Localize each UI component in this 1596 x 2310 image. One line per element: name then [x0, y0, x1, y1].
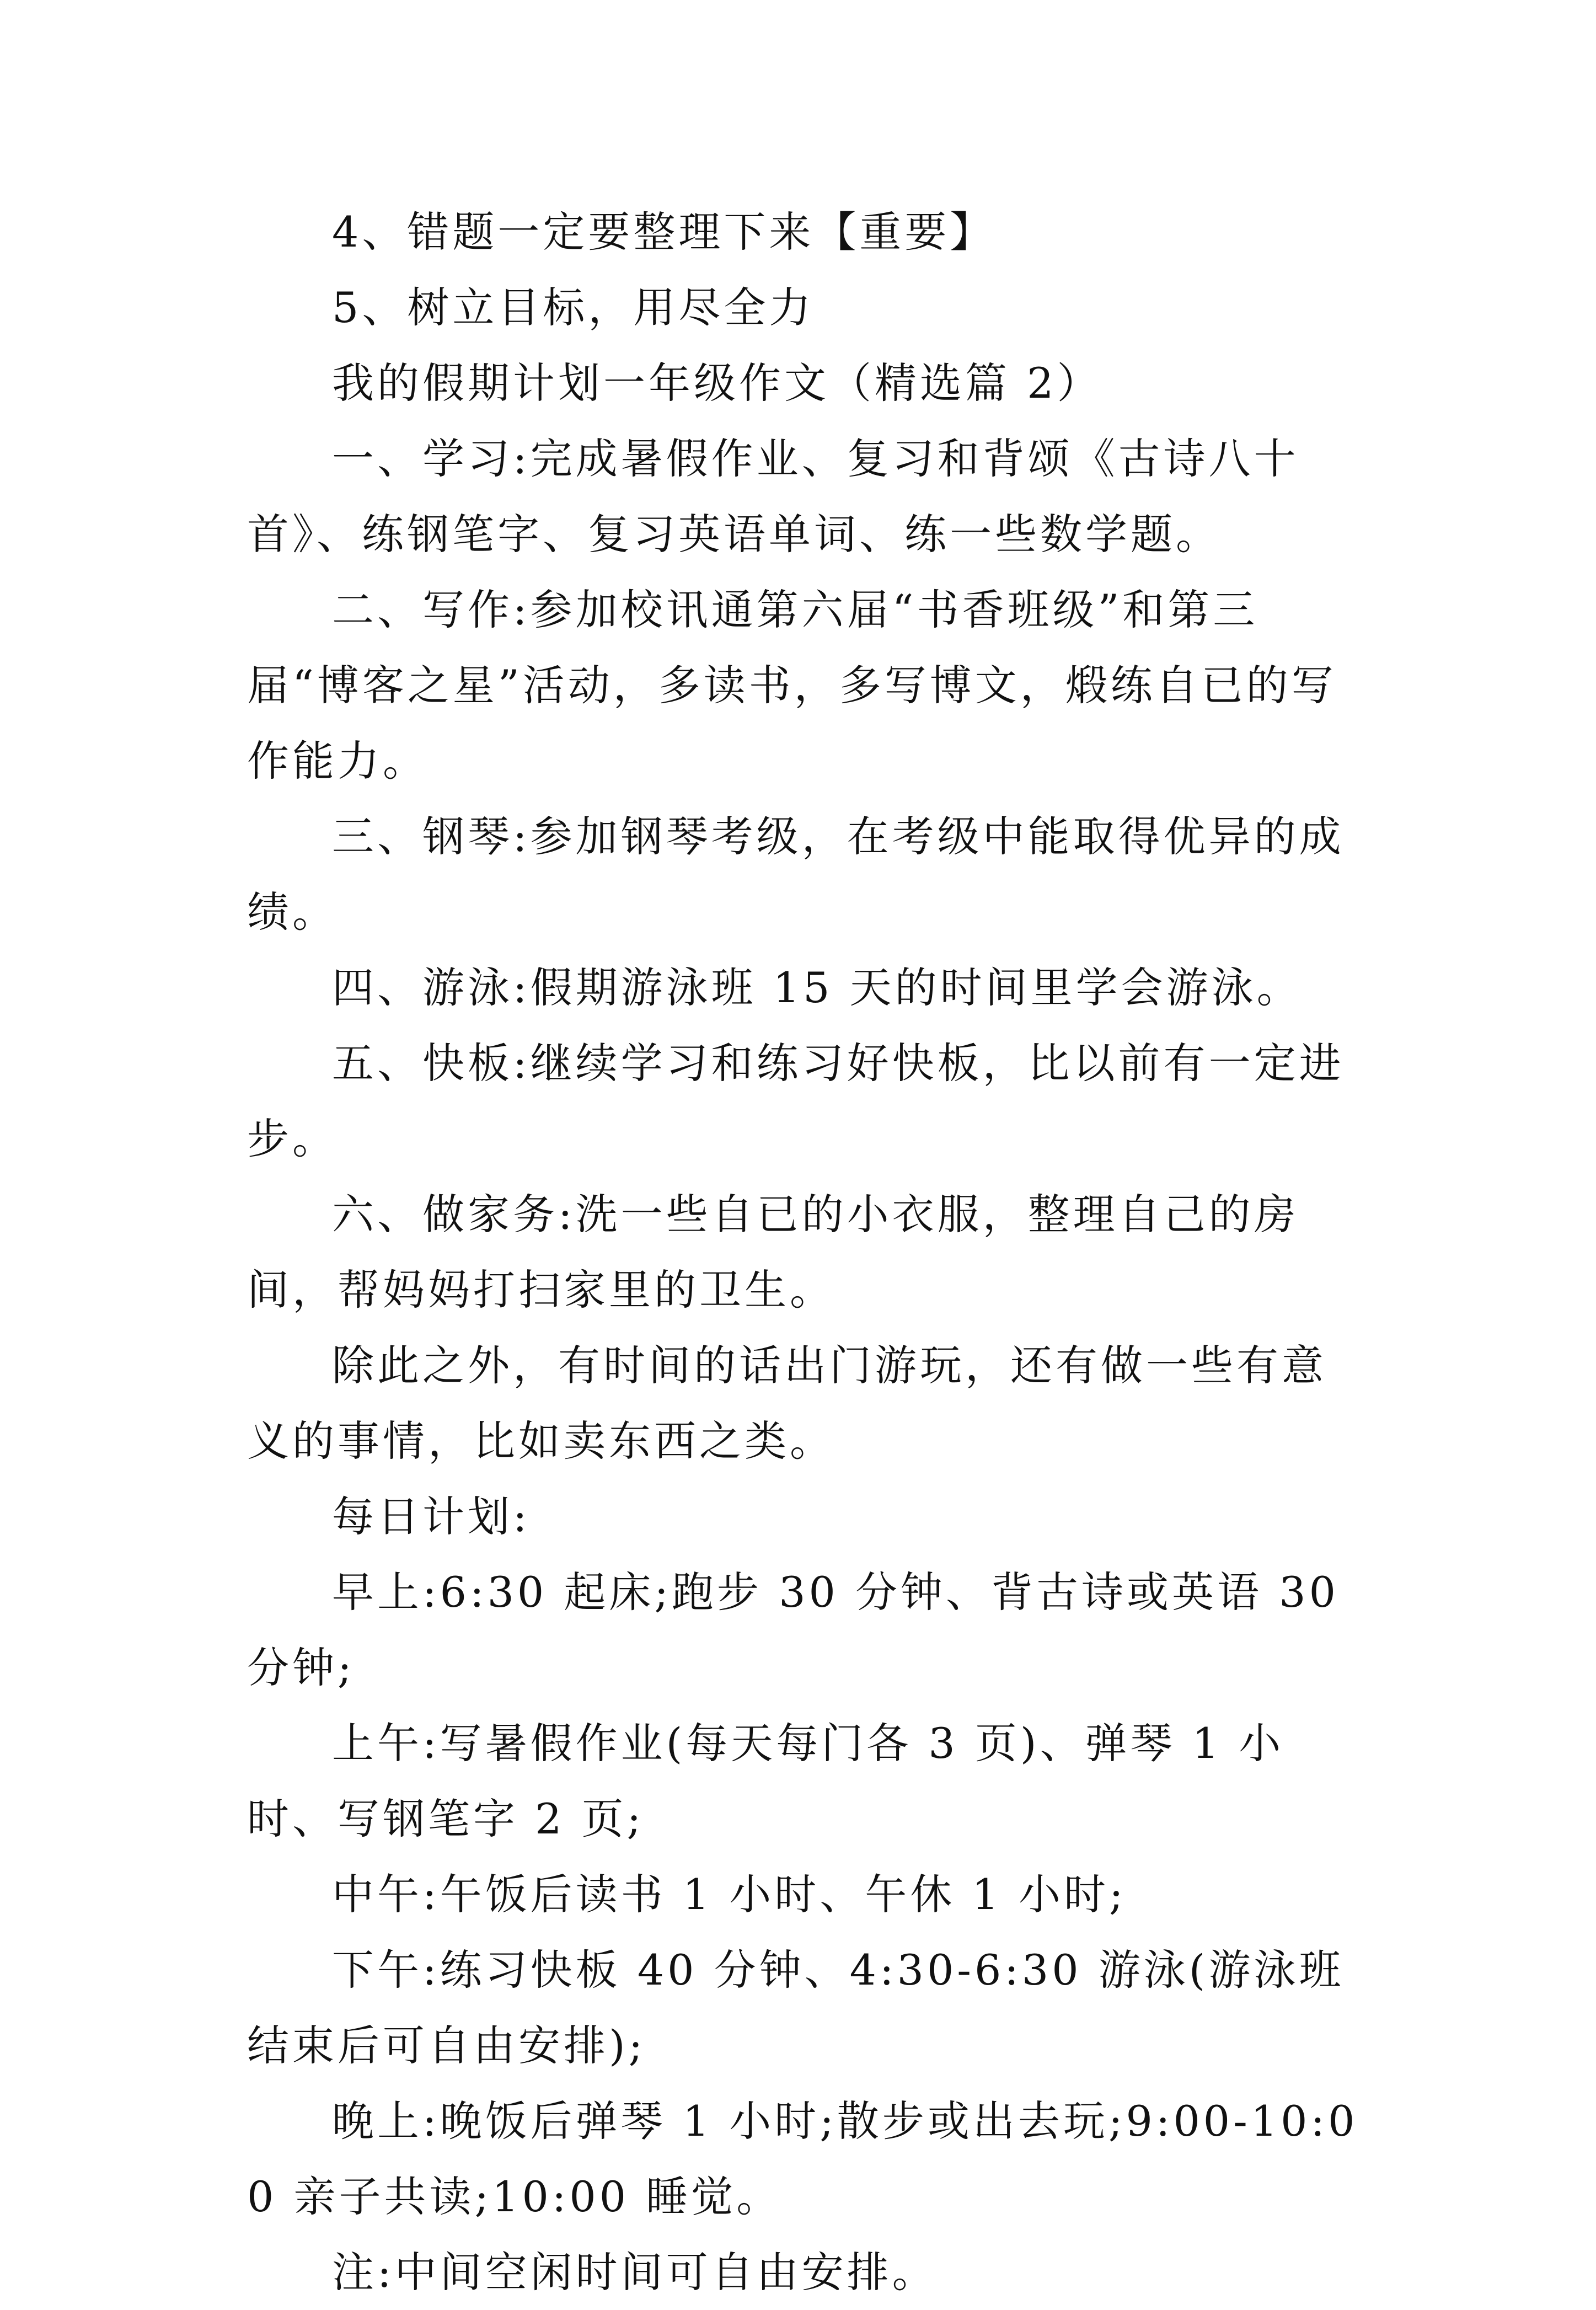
- schedule-evening: 晚上:晚饭后弹琴 1 小时;散步或出去玩;9:00-10:00 亲子共读;10:00 睡觉。: [247, 2097, 1358, 2221]
- schedule-forenoon: 上午:写暑假作业(每天每门各 3 页)、弹琴 1 小时、写钢笔字 2 页;: [247, 1719, 1284, 1843]
- paragraph-piano: 三、钢琴:参加钢琴考级，在考级中能取得优异的成绩。: [247, 812, 1345, 937]
- paragraph-kuaiban: 五、快板:继续学习和练习好快板，比以前有一定进步。: [247, 1039, 1345, 1163]
- paragraph-other: 除此之外，有时间的话出门游玩，还有做一些有意义的事情，比如卖东西之类。: [247, 1341, 1327, 1466]
- paragraph-writing: 二、写作:参加校讯通第六届“书香班级”和第三届“博客之星”活动，多读书，多写博文，煅练自已的写作能力。: [247, 585, 1337, 785]
- paragraph-study: 一、学习:完成暑假作业、复习和背颂《古诗八十首》、练钢笔字、复习英语单词、练一些数学题。: [247, 434, 1299, 559]
- schedule-morning: 早上:6:30 起床;跑步 30 分钟、背古诗或英语 30 分钟;: [247, 1568, 1339, 1692]
- paragraph-swimming: 四、游泳:假期游泳班 15 天的时间里学会游泳。: [332, 963, 1302, 1012]
- paragraph-tip-4: 4、错题一定要整理下来【重要】: [332, 207, 995, 256]
- document-body: [247, 194, 1365, 2310]
- schedule-afternoon: 下午:练习快板 40 分钟、4:30-6:30 游泳(游泳班结束后可自由安排);: [247, 1945, 1345, 2070]
- section-heading: 我的假期计划一年级作文（精选篇 2）: [332, 359, 1102, 408]
- daily-plan-heading: 每日计划:: [332, 1492, 531, 1541]
- schedule-note: 注:中间空闲时间可自由安排。: [332, 2248, 938, 2297]
- paragraph-housework: 六、做家务:洗一些自已的小衣服，整理自己的房间，帮妈妈打扫家里的卫生。: [247, 1190, 1299, 1314]
- paragraph-tip-5: 5、树立目标，用尽全力: [332, 283, 815, 332]
- schedule-noon: 中午:午饭后读书 1 小时、午休 1 小时;: [332, 1870, 1127, 1919]
